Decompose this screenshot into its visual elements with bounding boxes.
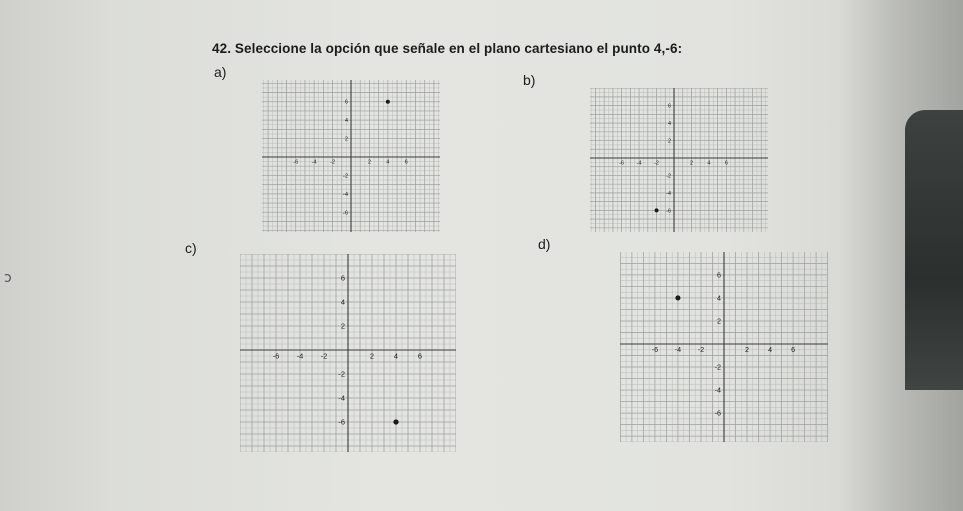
x-tick-label: 2 xyxy=(367,159,372,166)
x-tick-label: -4 xyxy=(296,351,304,361)
y-tick-label: -6 xyxy=(342,210,348,217)
plotted-point xyxy=(675,295,680,300)
option-d-label[interactable]: d) xyxy=(538,236,551,252)
desk-background xyxy=(905,110,963,390)
x-tick-label: -2 xyxy=(697,346,705,355)
x-tick-label: -2 xyxy=(320,351,328,361)
cartesian-plane[interactable] xyxy=(620,252,828,442)
cartesian-plane[interactable] xyxy=(262,80,440,232)
option-a-label[interactable]: a) xyxy=(214,64,227,80)
margin-mark: ɔ xyxy=(4,270,12,286)
x-tick-label: -6 xyxy=(272,351,280,361)
plotted-point xyxy=(386,100,390,104)
x-tick-label: -4 xyxy=(311,159,317,166)
cartesian-plane[interactable] xyxy=(240,254,456,452)
y-tick-label: -4 xyxy=(714,386,721,395)
graph-option-d[interactable] xyxy=(620,252,828,442)
option-c-label[interactable]: c) xyxy=(185,240,197,256)
y-tick-label: 2 xyxy=(667,138,671,145)
x-tick-label: 4 xyxy=(386,159,390,166)
y-tick-label: -4 xyxy=(666,190,671,197)
y-tick-label: -2 xyxy=(714,363,721,372)
x-tick-label: -4 xyxy=(636,160,642,167)
x-tick-label: 6 xyxy=(404,159,408,166)
cartesian-plane[interactable] xyxy=(590,88,768,232)
x-tick-label: 4 xyxy=(768,346,773,355)
x-tick-label: -4 xyxy=(674,346,682,355)
x-tick-label: 2 xyxy=(369,351,375,361)
y-tick-label: 2 xyxy=(340,321,345,331)
graph-option-a[interactable] xyxy=(262,80,440,232)
y-tick-label: -2 xyxy=(666,173,671,180)
x-tick-label: -6 xyxy=(293,159,299,166)
y-tick-label: 4 xyxy=(340,297,345,307)
x-tick-label: 6 xyxy=(417,351,423,361)
y-tick-label: 4 xyxy=(717,294,721,303)
graph-option-b[interactable] xyxy=(590,88,768,232)
plotted-point xyxy=(393,419,398,424)
x-tick-label: -2 xyxy=(654,160,659,167)
x-tick-label: -2 xyxy=(330,159,336,166)
y-tick-label: -6 xyxy=(714,409,721,418)
x-tick-label: 4 xyxy=(707,160,711,167)
y-tick-label: -4 xyxy=(338,393,345,403)
x-tick-label: 6 xyxy=(724,160,728,167)
plotted-point xyxy=(655,208,659,212)
y-tick-label: 6 xyxy=(340,273,345,283)
y-tick-label: 6 xyxy=(667,103,671,110)
graph-option-c[interactable] xyxy=(240,254,456,452)
y-tick-label: 4 xyxy=(667,120,671,127)
y-tick-label: -2 xyxy=(342,173,348,180)
x-tick-label: 2 xyxy=(689,160,693,167)
x-tick-label: 2 xyxy=(745,346,750,355)
option-b-label[interactable]: b) xyxy=(523,72,536,88)
y-tick-label: -4 xyxy=(342,191,348,198)
x-tick-label: 6 xyxy=(791,346,796,355)
x-tick-label: 4 xyxy=(393,351,399,361)
y-tick-label: 2 xyxy=(344,136,348,143)
y-tick-label: -6 xyxy=(666,208,671,215)
y-tick-label: -2 xyxy=(338,369,345,379)
y-tick-label: 4 xyxy=(344,118,348,125)
y-tick-label: 2 xyxy=(717,317,721,326)
y-tick-label: 6 xyxy=(344,99,348,106)
y-tick-label: 6 xyxy=(717,271,721,280)
x-tick-label: -6 xyxy=(619,160,625,167)
y-tick-label: -6 xyxy=(338,417,345,427)
x-tick-label: -6 xyxy=(651,346,659,355)
question-text: 42. Seleccione la opción que señale en el plano cartesiano el punto 4,-6: xyxy=(212,41,683,56)
